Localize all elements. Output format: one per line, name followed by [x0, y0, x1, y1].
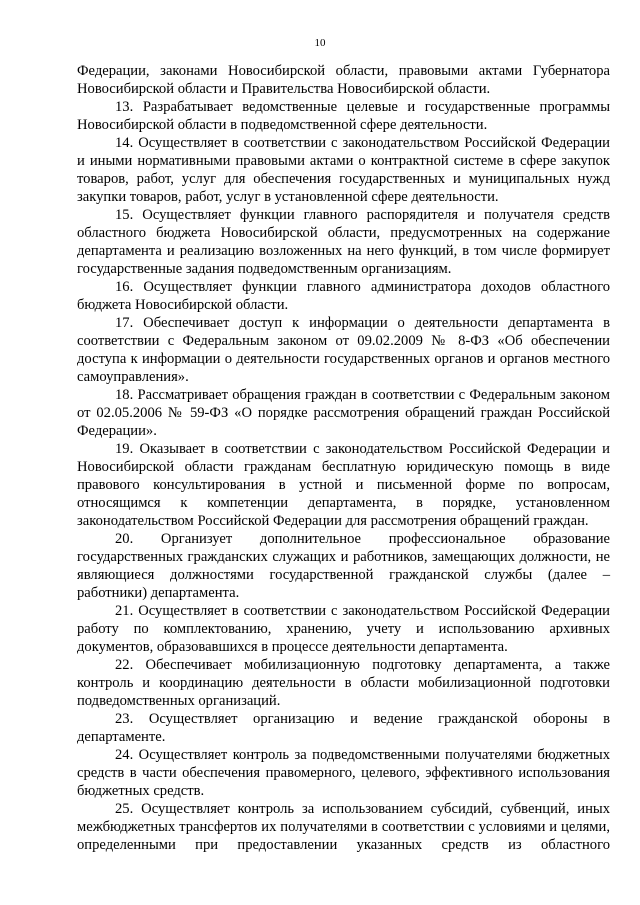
paragraph-item-19: 19. Оказывает в соответствии с законодательством Российской Федерации и Новосибирской области гражданам бесплатную юридическую помощь в виде правового консультирования в устной и письменной форме по вопросам, относящимся к компетенции департамента, в порядке, установленном законодательством Российской Федерации для рассмотрения обращений граждан. [77, 441, 610, 529]
paragraph-item-16: 16. Осуществляет функции главного администратора доходов областного бюджета Новосибирской области. [77, 279, 610, 313]
paragraph-item-13: 13. Разрабатывает ведомственные целевые и государственные программы Новосибирской области в подведомственной сфере деятельности. [77, 99, 610, 133]
paragraph-item-22: 22. Обеспечивает мобилизационную подготовку департамента, а также контроль и координацию деятельности в области мобилизационной подготовки подведомственных организаций. [77, 657, 610, 709]
paragraph-item-24: 24. Осуществляет контроль за подведомственными получателями бюджетных средств в части обеспечения правомерного, целевого, эффективного использования бюджетных средств. [77, 747, 610, 799]
document-body [77, 62, 610, 854]
paragraph-item-25: 25. Осуществляет контроль за использованием субсидий, субвенций, иных межбюджетных трансфертов их получателями в соответствии с условиями и целями, определенными при предоставлении указанных средств из областного [77, 801, 610, 853]
paragraph-item-20: 20. Организует дополнительное профессиональное образование государственных гражданских служащих и работников, замещающих должности, не являющиеся должностями государственной гражданской службы (далее – работники) департамента. [77, 531, 610, 601]
paragraph-item-15: 15. Осуществляет функции главного распорядителя и получателя средств областного бюджета Новосибирской области, предусмотренных на содержание департамента и реализацию возложенных на него функций, в том числе формирует государственные задания подведомственным организациям. [77, 207, 610, 277]
paragraph-item-17: 17. Обеспечивает доступ к информации о деятельности департамента в соответствии с Федеральным законом от 09.02.2009 № 8-ФЗ «Об обеспечении доступа к информации о деятельности государственных органов и органов местного самоуправления». [77, 315, 610, 385]
page-number: 10 [314, 37, 326, 49]
paragraph-item-21: 21. Осуществляет в соответствии с законодательством Российской Федерации работу по комплектованию, хранению, учету и использованию архивных документов, образовавшихся в процессе деятельности департамента. [77, 603, 610, 655]
paragraph-continuation: Федерации, законами Новосибирской области, правовыми актами Губернатора Новосибирской области и Правительства Новосибирской области. [77, 63, 610, 97]
paragraph-item-18: 18. Рассматривает обращения граждан в соответствии с Федеральным законом от 02.05.2006 № 59-ФЗ «О порядке рассмотрения обращений граждан Российской Федерации». [77, 387, 610, 439]
paragraph-item-14: 14. Осуществляет в соответствии с законодательством Российской Федерации и иными нормативными правовыми актами о контрактной системе в сфере закупок товаров, работ, услуг для обеспечения государственных и муниципальных нужд закупки товаров, работ, услуг в установленной сфере деятельности. [77, 135, 610, 205]
paragraph-item-23: 23. Осуществляет организацию и ведение гражданской обороны в департаменте. [77, 711, 610, 745]
